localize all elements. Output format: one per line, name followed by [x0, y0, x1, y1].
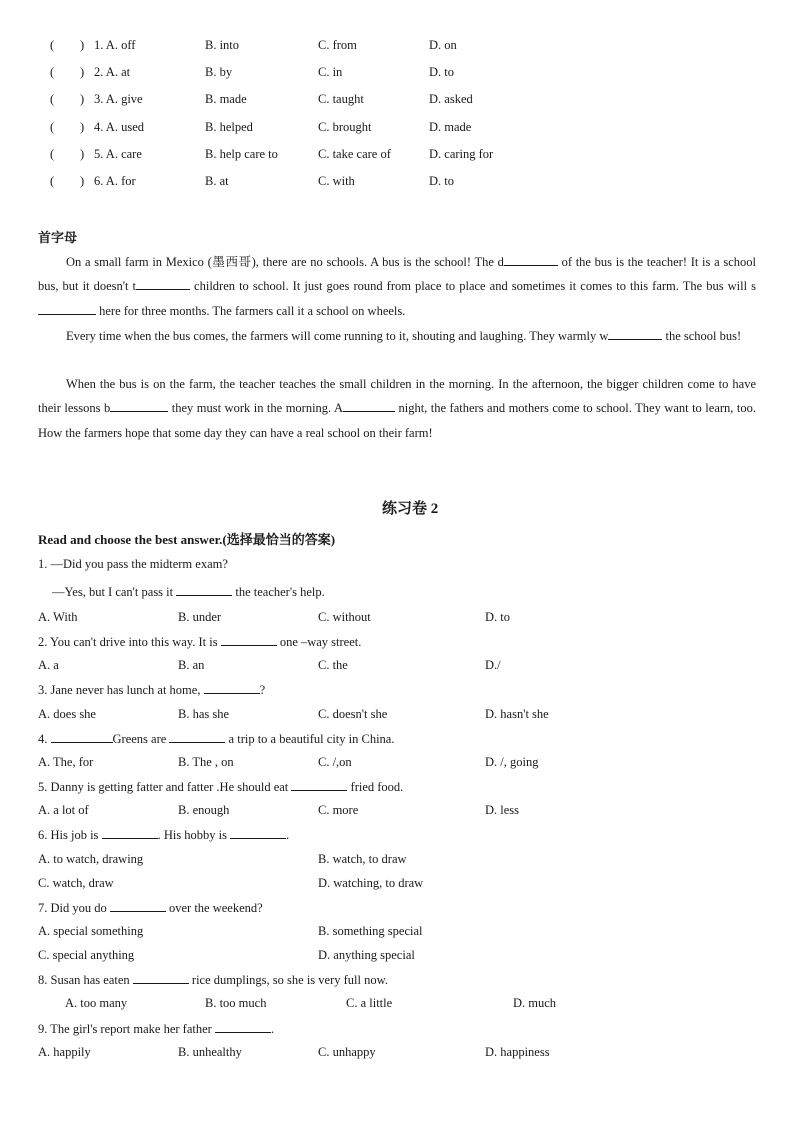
answer-paren-open: (	[50, 38, 55, 52]
question-text: one –way street.	[276, 635, 362, 649]
option-d: D. to	[429, 65, 454, 79]
option-a[interactable]: A. too many	[65, 996, 128, 1010]
option-d[interactable]: D. to	[485, 610, 510, 624]
answer-paren-close: )	[80, 174, 85, 188]
option-d: D. asked	[429, 92, 473, 106]
option-c[interactable]: C. watch, draw	[38, 876, 114, 890]
option-b[interactable]: B. watch, to draw	[318, 852, 407, 866]
option-a: 4. A. used	[94, 120, 144, 134]
passage-paragraph-1	[38, 250, 756, 323]
question-4-text	[38, 731, 394, 747]
answer-paren-open: (	[50, 65, 55, 79]
question-text: . His hobby is	[157, 828, 231, 842]
section-heading: 首字母	[38, 230, 78, 245]
fill-blank[interactable]	[169, 731, 225, 743]
question-text: a trip to a beautiful city in China.	[225, 732, 395, 746]
option-b[interactable]: B. under	[178, 610, 222, 624]
question-2-options	[0, 658, 794, 676]
option-d[interactable]: D./	[485, 658, 501, 672]
option-d[interactable]: D. happiness	[485, 1045, 550, 1059]
fill-blank[interactable]	[504, 254, 558, 266]
choice-row	[0, 147, 794, 165]
question-text: 6. His job is	[38, 828, 102, 842]
option-c: C. in	[318, 65, 343, 79]
option-c[interactable]: C. more	[318, 803, 359, 817]
passage-text: the school bus!	[662, 329, 742, 343]
question-6-options-row-2	[0, 876, 794, 894]
question-text: Greens are	[112, 732, 170, 746]
option-a: 1. A. off	[94, 38, 136, 52]
fill-blank[interactable]	[38, 303, 96, 315]
option-b: B. into	[205, 38, 240, 52]
fill-blank[interactable]	[608, 328, 662, 340]
question-9-options	[0, 1045, 794, 1063]
option-a[interactable]: A. a lot of	[38, 803, 89, 817]
option-d[interactable]: D. anything special	[318, 948, 415, 962]
option-a[interactable]: A. special something	[38, 924, 144, 938]
fill-blank[interactable]	[51, 731, 113, 743]
question-3-options	[0, 707, 794, 725]
option-a[interactable]: A. to watch, drawing	[38, 852, 144, 866]
option-d: D. on	[429, 38, 457, 52]
passage-text: they must work in the morning. A	[168, 401, 343, 416]
question-text: 9. The girl's report make her father	[38, 1022, 215, 1036]
option-c[interactable]: C. a little	[346, 996, 393, 1010]
option-b[interactable]: B. something special	[318, 924, 423, 938]
option-c[interactable]: C. without	[318, 610, 371, 624]
answer-paren-close: )	[80, 120, 85, 134]
option-c[interactable]: C. /,on	[318, 755, 352, 769]
choice-row	[0, 38, 794, 56]
question-text: 2. You can't drive into this way. It is	[38, 635, 221, 649]
option-a[interactable]: A. happily	[38, 1045, 91, 1059]
fill-blank[interactable]	[221, 634, 277, 646]
option-b[interactable]: B. has she	[178, 707, 230, 721]
option-b: B. made	[205, 92, 247, 106]
question-text: .	[286, 828, 290, 842]
choice-row	[0, 65, 794, 83]
option-a[interactable]: A. does she	[38, 707, 96, 721]
option-d[interactable]: D. much	[513, 996, 557, 1010]
answer-paren-close: )	[80, 147, 85, 161]
question-text: fried food.	[347, 780, 404, 794]
option-c[interactable]: C. the	[318, 658, 348, 672]
answer-paren-open: (	[50, 147, 55, 161]
option-b: B. help care to	[205, 147, 278, 161]
passage-paragraph-3	[38, 372, 756, 445]
question-text: the teacher's help.	[232, 585, 325, 599]
question-7-options-row-2	[0, 948, 794, 966]
question-text: over the weekend?	[165, 901, 263, 915]
question-8-text	[38, 972, 388, 988]
question-4-options	[0, 755, 794, 773]
option-a[interactable]: A. With	[38, 610, 78, 624]
option-a: 2. A. at	[94, 65, 131, 79]
option-b[interactable]: B. The , on	[178, 755, 234, 769]
question-3-text	[38, 682, 265, 698]
fill-blank[interactable]	[215, 1021, 271, 1033]
option-a[interactable]: A. a	[38, 658, 59, 672]
option-c[interactable]: C. special anything	[38, 948, 135, 962]
fill-blank[interactable]	[230, 827, 286, 839]
option-c[interactable]: C. unhappy	[318, 1045, 376, 1059]
option-d: D. to	[429, 174, 454, 188]
option-d: D. caring for	[429, 147, 494, 161]
exercise-title: 练习卷 2	[382, 501, 439, 517]
question-8-options	[0, 996, 794, 1014]
fill-blank[interactable]	[110, 900, 166, 912]
option-c[interactable]: C. doesn't she	[318, 707, 388, 721]
passage-paragraph-2	[38, 324, 756, 348]
choice-row	[0, 174, 794, 192]
option-c: C. with	[318, 174, 355, 188]
answer-paren-close: )	[80, 92, 85, 106]
instruction-heading: Read and choose the best answer.(选择最恰当的答案)	[38, 532, 336, 547]
option-d: D. made	[429, 120, 472, 134]
answer-paren-close: )	[80, 38, 85, 52]
option-c: C. taught	[318, 92, 364, 106]
question-text: 4.	[38, 732, 51, 746]
question-1-reply	[52, 584, 325, 600]
fill-blank[interactable]	[133, 972, 189, 984]
option-b[interactable]: B. unhealthy	[178, 1045, 242, 1059]
choice-row	[0, 120, 794, 138]
option-a: 3. A. give	[94, 92, 143, 106]
question-text: rice dumplings, so she is very full now.	[188, 973, 388, 987]
question-text: 3. Jane never has lunch at home,	[38, 683, 204, 697]
question-1-text: 1. —Did you pass the midterm exam?	[38, 557, 228, 571]
answer-paren-open: (	[50, 174, 55, 188]
question-text: 8. Susan has eaten	[38, 973, 133, 987]
option-d[interactable]: D. /, going	[485, 755, 539, 769]
fill-blank[interactable]	[102, 827, 158, 839]
question-1-options	[0, 610, 794, 628]
fill-blank[interactable]	[110, 400, 168, 412]
passage-text: night, the fathers and mothers come to school. They want to learn, too. How the farmers hope that some day they can have a real school on their farm!	[38, 401, 756, 440]
passage-text: On a small farm in Mexico (墨西哥), there are no schools. A bus is the school! The d	[66, 255, 504, 269]
passage-text: When the bus is on the farm, the teacher teaches the small children in the morning. In the afternoon, the bigger children come to have their lessons b	[38, 377, 756, 416]
option-d[interactable]: D. less	[485, 803, 520, 817]
option-b[interactable]: B. too much	[205, 996, 267, 1010]
fill-blank[interactable]	[204, 682, 260, 694]
option-c: C. take care of	[318, 147, 391, 161]
option-c: C. from	[318, 38, 357, 52]
option-b: B. at	[205, 174, 229, 188]
question-text: 5. Danny is getting fatter and fatter .He should eat	[38, 780, 292, 794]
question-text: .	[270, 1022, 275, 1036]
question-text: ?	[259, 683, 266, 697]
question-7-text	[38, 900, 263, 916]
option-c: C. brought	[318, 120, 372, 134]
passage-text: here for three months. The farmers call it a school on wheels.	[96, 303, 406, 318]
question-text: 7. Did you do	[38, 901, 110, 915]
option-a: 6. A. for	[94, 174, 136, 188]
option-b[interactable]: B. an	[178, 658, 205, 672]
question-5-text	[38, 779, 403, 795]
fill-blank[interactable]	[136, 278, 190, 290]
question-6-text	[38, 827, 289, 843]
answer-paren-close: )	[80, 65, 85, 79]
answer-paren-open: (	[50, 92, 55, 106]
option-a: 5. A. care	[94, 147, 142, 161]
passage-text: of the bus is the teacher! It is a school bus, but it doesn't t	[38, 255, 756, 294]
option-b: B. by	[205, 65, 233, 79]
question-9-text	[38, 1021, 274, 1037]
option-b: B. helped	[205, 120, 253, 134]
choice-row	[0, 92, 794, 110]
question-text: —Yes, but I can't pass it	[52, 585, 177, 599]
option-b[interactable]: B. enough	[178, 803, 230, 817]
question-5-options	[0, 803, 794, 821]
fill-blank[interactable]	[176, 584, 232, 596]
question-6-options-row-1	[0, 852, 794, 870]
answer-paren-open: (	[50, 120, 55, 134]
question-2-text	[38, 634, 361, 650]
option-a[interactable]: A. The, for	[38, 755, 94, 769]
option-d[interactable]: D. hasn't she	[485, 707, 549, 721]
option-d[interactable]: D. watching, to draw	[318, 876, 424, 890]
question-7-options-row-1	[0, 924, 794, 942]
fill-blank[interactable]	[343, 400, 395, 412]
fill-blank[interactable]	[291, 779, 347, 791]
passage-text: children to school. It just goes round from place to place and sometimes it comes to this farm. The bus will s	[190, 279, 756, 294]
passage-text: Every time when the bus comes, the farmers will come running to it, shouting and laughing. They warmly w	[66, 329, 609, 343]
